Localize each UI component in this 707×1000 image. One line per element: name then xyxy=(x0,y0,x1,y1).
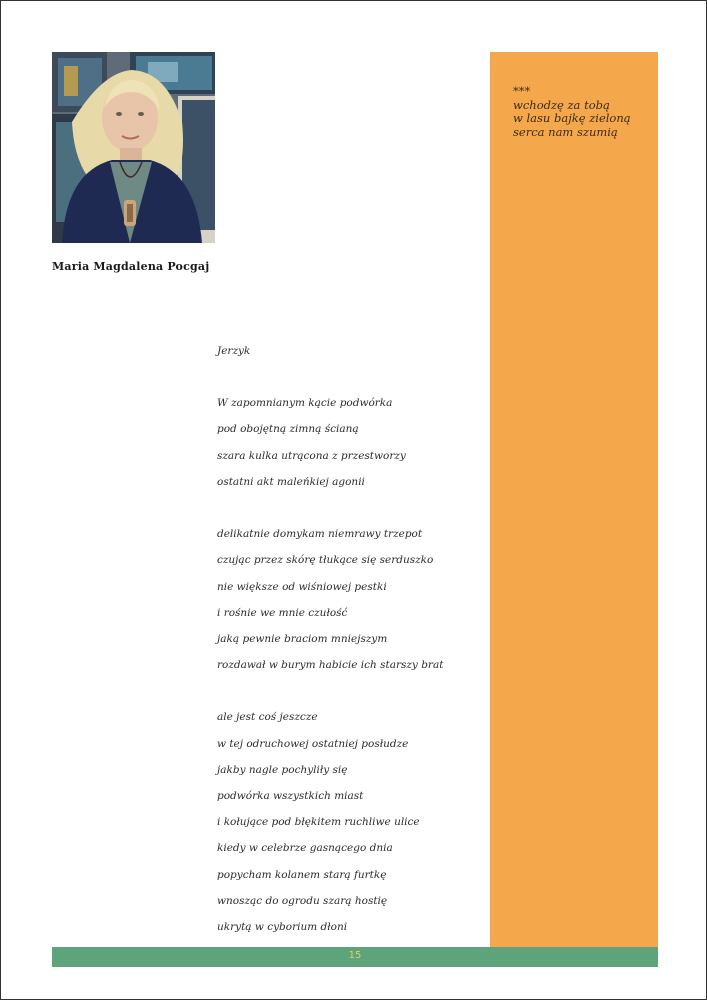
poem-line: i rośnie we mnie czułość xyxy=(217,606,348,619)
author-name: Maria Magdalena Pocgaj xyxy=(52,260,210,273)
poem-line: jaką pewnie braciom mniejszym xyxy=(217,632,388,645)
poem-line: popycham kolanem starą furtkę xyxy=(217,868,387,881)
poem-line: w tej odruchowej ostatniej posłudze xyxy=(217,737,409,750)
poem-line: delikatnie domykam niemrawy trzepot xyxy=(217,528,423,541)
sidebar-poem-line: wchodzę za tobą xyxy=(513,97,610,112)
poem-line: ostatni akt maleńkiej agonii xyxy=(217,475,365,488)
poem-line: wnosząc do ogrodu szarą hostię xyxy=(217,894,388,907)
poem-line: ale jest coś jeszcze xyxy=(217,711,318,724)
stanza-gap xyxy=(217,681,443,707)
poem-line: nie większe od wiśniowej pestki xyxy=(217,580,387,593)
poem-line: W zapomnianym kącie podwórka xyxy=(217,397,393,410)
poem-line: pod obojętną zimną ścianą xyxy=(217,423,359,436)
poem-line: szara kulka utrącona z przestworzy xyxy=(217,449,406,462)
stanza-gap xyxy=(217,498,443,524)
poem-line: jakby nagle pochyliły się xyxy=(217,763,348,776)
poem-line: kiedy w celebrze gasnącego dnia xyxy=(217,842,393,855)
sidebar-poem-line: serca nam szumią xyxy=(513,124,618,139)
sidebar-poem-line: w lasu bajkę zieloną xyxy=(513,111,631,125)
stanza-gap xyxy=(217,367,443,393)
poem-line: i kołujące pod błękitem ruchliwe ulice xyxy=(217,816,420,829)
poem xyxy=(217,341,443,943)
poem-line: rozdawał w burym habicie ich starszy brat xyxy=(217,659,444,672)
sidebar-poem xyxy=(513,85,631,139)
poem-title: Jerzyk xyxy=(217,345,251,357)
sidebar-panel xyxy=(490,52,658,947)
poem-line: czując przez skórę tłukące się serduszko xyxy=(217,554,434,567)
footer-bar xyxy=(52,947,658,967)
poem-line: podwórka wszystkich miast xyxy=(217,790,364,802)
author-portrait-photo xyxy=(52,52,215,243)
poem-line: ukrytą w cyborium dłoni xyxy=(217,920,348,933)
sidebar-poem-line: *** xyxy=(513,84,531,98)
page-number: 15 xyxy=(348,950,362,961)
